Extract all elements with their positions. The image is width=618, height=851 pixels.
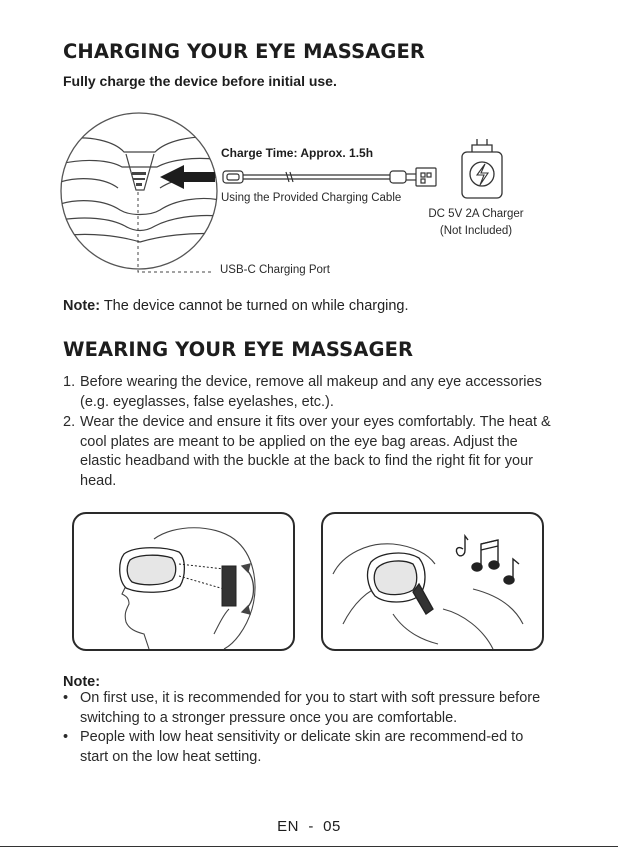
port-label: USB-C Charging Port (220, 264, 330, 276)
note-text: The device cannot be turned on while charging. (100, 298, 409, 314)
wearing-title: WEARING YOUR EYE MASSAGER (63, 338, 414, 361)
charger-label-2: (Not Included) (439, 225, 513, 237)
relaxing-person-icon (323, 514, 542, 649)
note-text: People with low heat sensitivity or delicate skin are recommend-ed to start on the low heat setting. (80, 729, 524, 765)
page-number: EN - 05 (277, 818, 341, 835)
charger-lightning-icon (462, 139, 502, 198)
charge-time-label: Charge Time: Approx. 1.5h (221, 146, 374, 160)
device-closeup-icon (60, 113, 220, 269)
footer-rule (0, 846, 618, 847)
note-bullet (63, 728, 553, 767)
charger-label-1: DC 5V 2A Charger (428, 208, 524, 220)
notes-list (63, 689, 553, 767)
step-item (63, 373, 553, 412)
head-with-massager-icon (74, 514, 293, 649)
step-number: 2. (63, 414, 76, 430)
music-notes-icon (456, 536, 519, 584)
wearing-steps (63, 373, 553, 491)
wearing-illustration-side (72, 512, 295, 651)
cable-label: Using the Provided Charging Cable (221, 192, 402, 204)
bullet-dot-icon: • (63, 729, 69, 745)
step-number: 1. (63, 374, 76, 390)
note-label: Note: (63, 298, 101, 314)
step-text: Wear the device and ensure it fits over your eyes comfortably. The heat & cool plates are meant to be applied on the eye bag areas. Adjust the elastic headband with the buckle at the back to find the right fit for your head. (80, 414, 551, 489)
note-bullet (63, 689, 553, 728)
step-item (63, 413, 553, 491)
bullet-dot-icon: • (63, 690, 69, 706)
charging-note (63, 298, 409, 314)
note-text: On first use, it is recommended for you to start with soft pressure before switching to a stronger pressure once you are comfortable. (80, 690, 541, 726)
wearing-illustration-relax (321, 512, 544, 651)
usb-c-cable-icon (223, 168, 436, 186)
notes-label: Note: (63, 674, 101, 690)
step-text: Before wearing the device, remove all makeup and any eye accessories (e.g. eyeglasses, false eyelashes, etc.). (80, 374, 542, 410)
charging-title: CHARGING YOUR EYE MASSAGER (63, 40, 426, 63)
charging-subtitle: Fully charge the device before initial use. (63, 73, 337, 89)
